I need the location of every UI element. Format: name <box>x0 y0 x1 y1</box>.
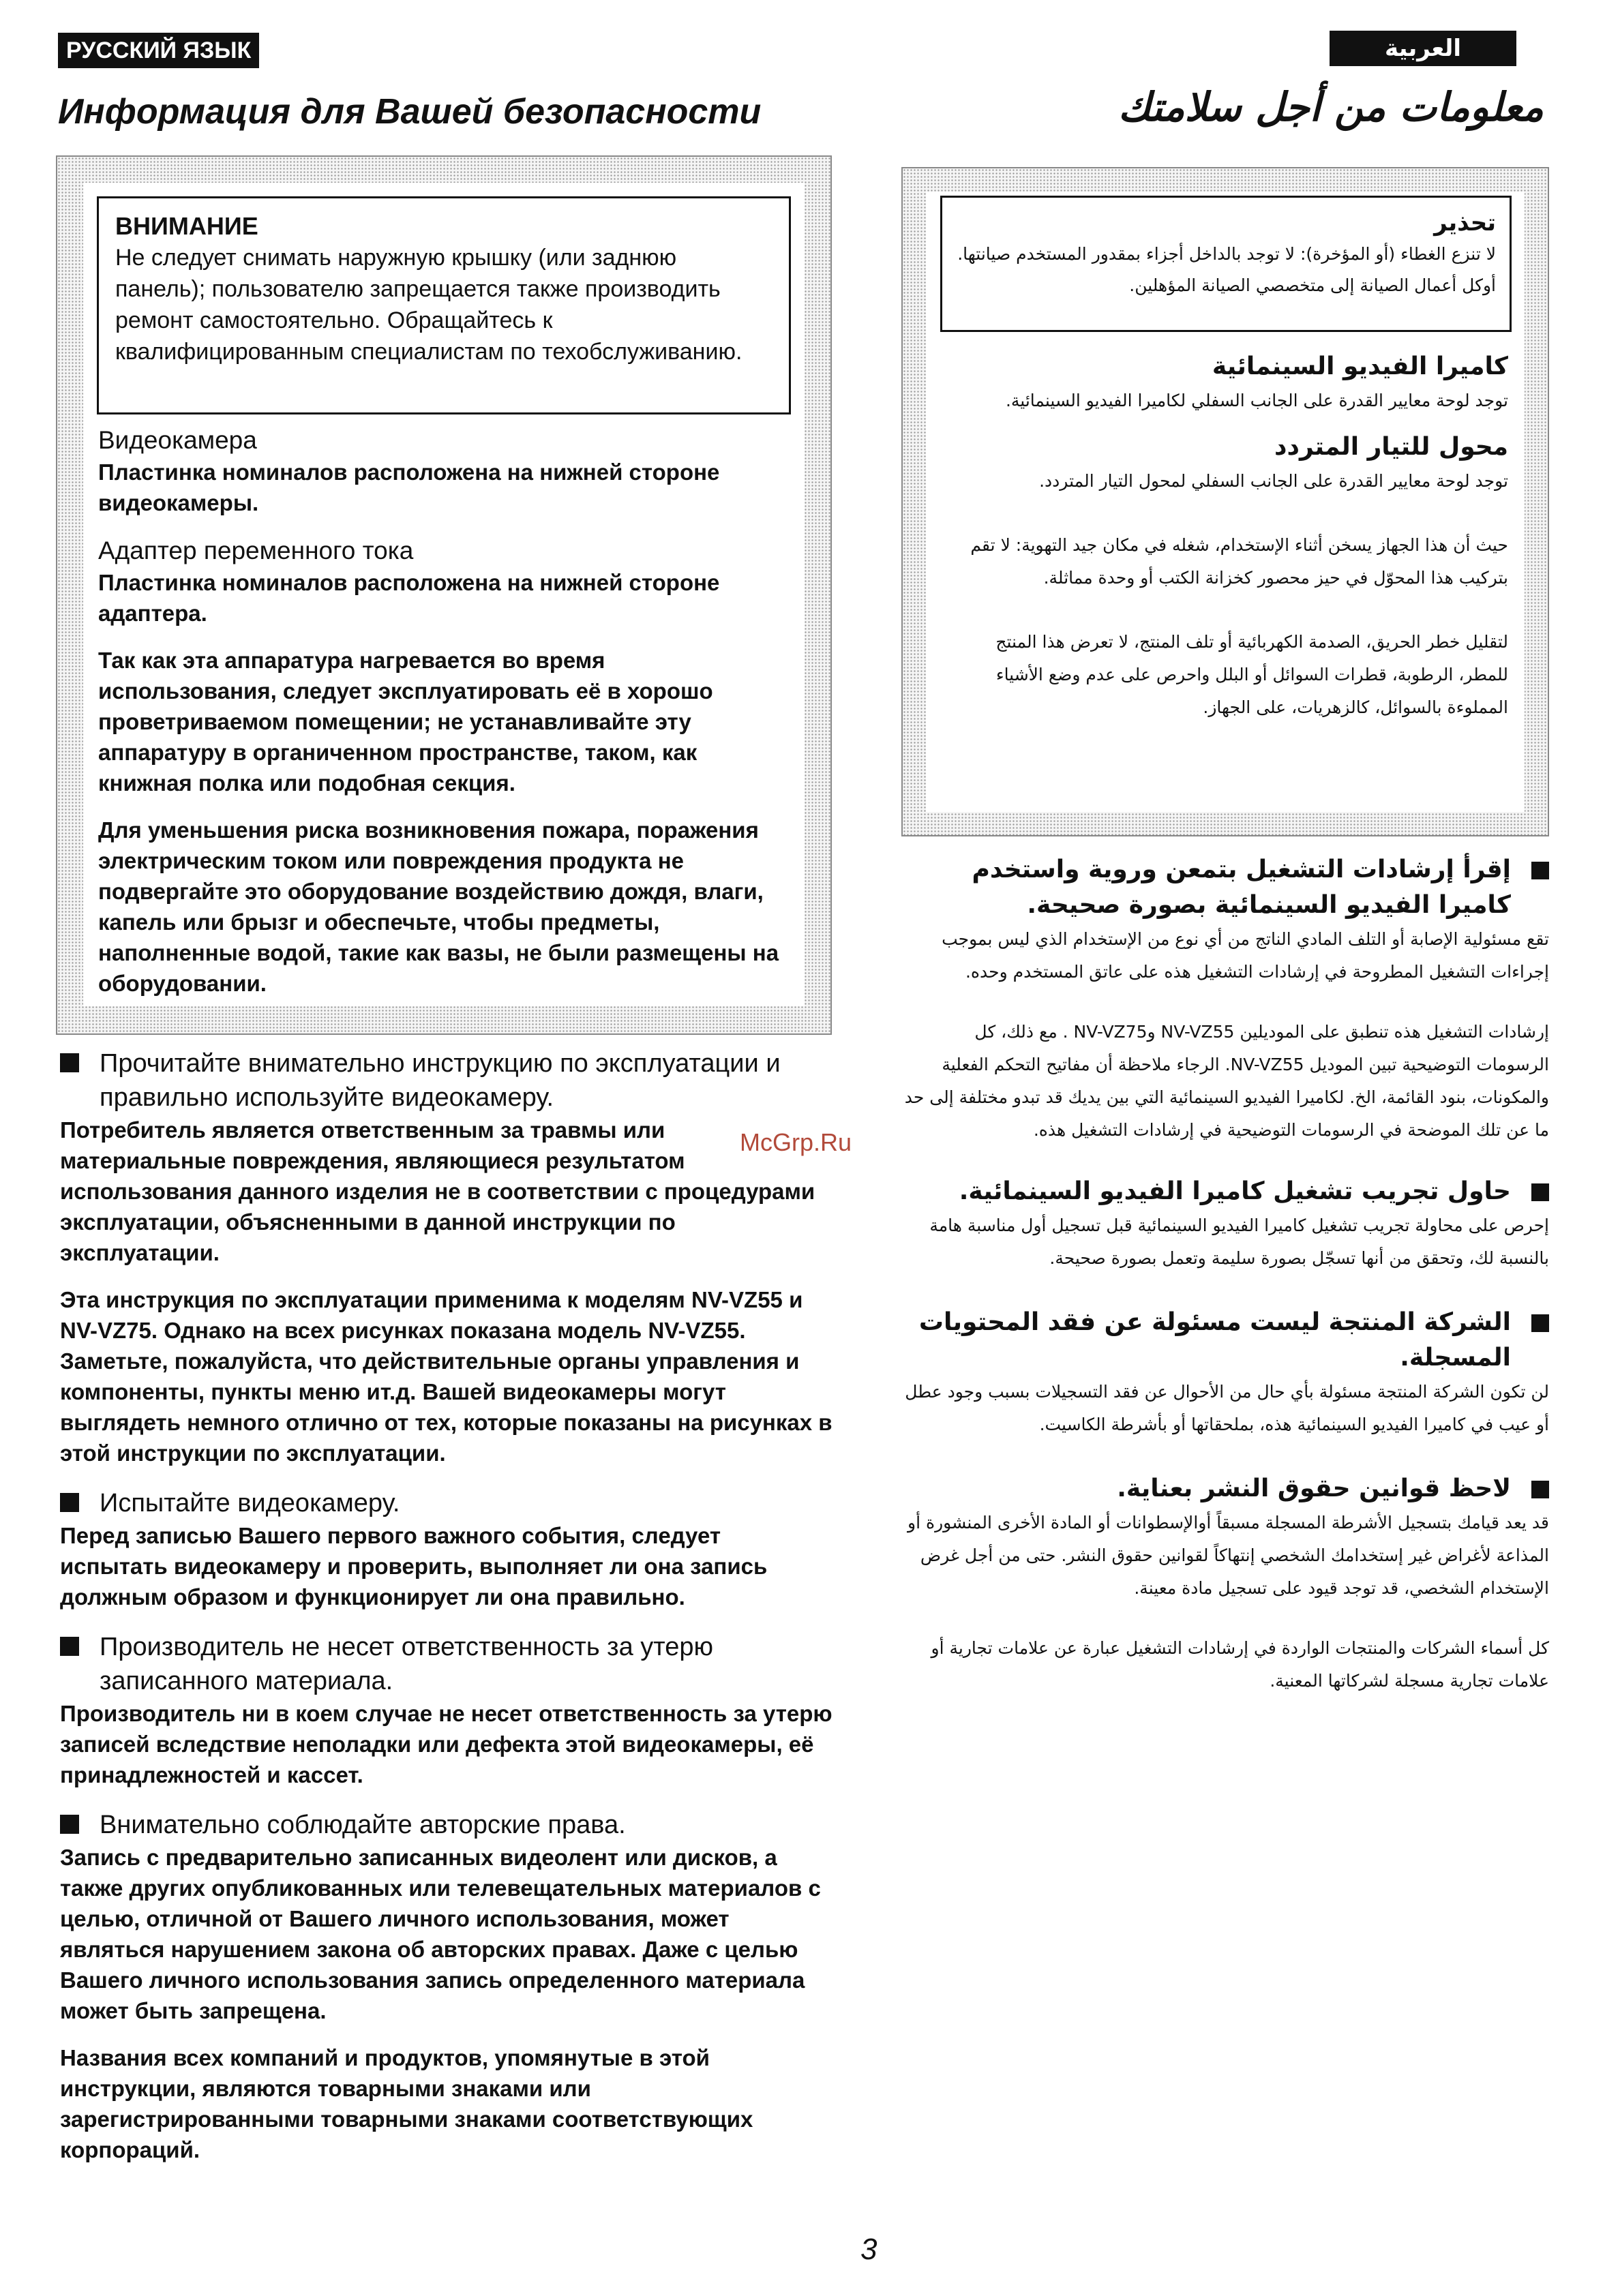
watermark: McGrp.Ru <box>740 1128 852 1156</box>
warning-text-arabic: لا تنزع الغطاء (أو المؤخرة): لا توجد بالداخل أجزاء بمقدور المستخدم صيانتها. أوكل أعمال الصيانة إلى متخصصي الصيانة المؤهلين. <box>957 244 1496 295</box>
section-liability-arabic <box>901 1305 1549 1441</box>
bullet-square-icon <box>60 1815 79 1834</box>
bullet-square-icon <box>1531 1183 1549 1201</box>
section-heading: Внимательно соблюдайте авторские права. <box>100 1811 626 1839</box>
language-label-arabic: العربية <box>1330 31 1516 66</box>
section-text: Запись с предварительно записанных видеолент или дисков, а также других опубликованных или телевещательных материалов с целью, отличной от Вашего личного использования, может являться нарушением закона об авторских правах. Даже с целью Вашего личного использования запись определенного материала может быть запрещена. <box>60 1845 821 2023</box>
section-test-camera-arabic <box>901 1174 1549 1275</box>
page-title-russian: Информация для Вашей безопасности <box>58 92 762 132</box>
warning-title-arabic: تحذير <box>1434 209 1496 237</box>
bullet-square-icon <box>60 1053 79 1072</box>
section-text: Потребитель является ответственным за травмы или материальные повреждения, являющиеся результатом использования данного изделия не в соответствии с процедурами эксплуатации, объясненными в данной инструкции по эксплуатации. <box>60 1117 815 1265</box>
safety-box-russian <box>56 155 832 1035</box>
camera-text-arabic: توجد لوحة معايير القدرة على الجانب السفلي لكاميرا الفيديو السينمائية. <box>1005 391 1508 410</box>
page-title-arabic: معلومات من أجل سلامتك <box>1118 84 1544 130</box>
adapter-heading-arabic: محول للتيار المتردد <box>1274 433 1508 461</box>
camera-heading-arabic: كاميرا الفيديو السينمائية <box>1212 352 1508 380</box>
section-text-arabic: إحرص على محاولة تجريب تشغيل كاميرا الفيديو السينمائية قبل تسجيل أول مناسبة هامة بالنسبة لك، وتحقق من أنها تسجّل بصورة سليمة وتعمل بصورة صحيحة. <box>929 1215 1549 1268</box>
sections-russian <box>60 1046 834 2165</box>
fire-warning-text: Для уменьшения риска возникновения пожара, поражения электрическим током или повреждения продукта не подвергайте это оборудование воздействию дождя, влаги, капель или брызг и обеспечьте, чтобы предметы, наполненные водой, такие как вазы, не были размещены на оборудовании. <box>98 817 779 996</box>
bullet-square-icon <box>1531 1314 1549 1332</box>
section-manufacturer-liability <box>60 1630 834 1790</box>
adapter-heading: Адаптер переменного тока <box>98 537 414 564</box>
section-heading: Испытайте видеокамеру. <box>100 1489 400 1517</box>
section-heading: Прочитайте внимательно инструкцию по эксплуатации и правильно используйте видеокамеру. <box>100 1049 781 1112</box>
camera-heading: Видеокамера <box>98 426 257 454</box>
section-copyright <box>60 1808 834 2165</box>
page-number: 3 <box>860 2233 877 2266</box>
warning-box <box>97 196 791 414</box>
bullet-square-icon <box>1531 862 1549 879</box>
sections-arabic <box>901 852 1549 1697</box>
section-heading-arabic: حاول تجريب تشغيل كاميرا الفيديو السينمائية. <box>959 1177 1511 1205</box>
section-heading-arabic: الشركة المنتجة ليست مسئولة عن فقد المحتويات المسجلة. <box>918 1308 1511 1372</box>
section-heading-arabic: لاحظ قوانين حقوق النشر بعناية. <box>1117 1475 1511 1502</box>
section-text: Производитель ни в коем случае не несет ответственность за утерю записей вследствие неполадки или дефекта этой видеокамеры, её принадлежностей и кассет. <box>60 1701 832 1787</box>
heat-warning-text: Так как эта аппаратура нагревается во время использования, следует эксплуатировать её в хорошо проветриваемом помещении; не устанавливайте эту аппаратуру в органиченном пространстве, таком, как книжная полка или подобная секция. <box>98 648 713 796</box>
section-heading: Производитель не несет ответственность за утерю записанного материала. <box>100 1633 714 1695</box>
warning-text: Не следует снимать наружную крышку (или заднюю панель); пользователю запрещается также производить ремонт самостоятельно. Обращайтесь к квалифицированным специалистам по техобслуживанию. <box>115 245 742 365</box>
section-text-arabic: إرشادات التشغيل هذه تنطبق على الموديلين NV-VZ55 وNV-VZ75 . مع ذلك، كل الرسومات التوضيحية تبين الموديل NV-VZ55. الرجاء ملاحظة أن مفاتيح التحكم الفعلية والمكونات، بنود القائمة، الخ. لكاميرا الفيديو السينمائية التي بين يديك قد تبدو مختلفة إلى حد ما عن تلك الموضحة في الرسومات التوضيحية في إرشادات التشغيل هذه. <box>904 1022 1549 1140</box>
camera-text: Пластинка номиналов расположена на нижней стороне видеокамеры. <box>98 459 720 515</box>
section-text: Названия всех компаний и продуктов, упомянутые в этой инструкции, являются товарными знаками или зарегистрированными товарными знаками соответствующих корпораций. <box>60 2045 753 2162</box>
section-text: Эта инструкция по эксплуатации применима к моделям NV-VZ55 и NV-VZ75. Однако на всех рисунках показана модель NV-VZ55. Заметьте, пожалуйста, что действительные органы управления и компоненты, пункты меню ит.д. Вашей видеокамеры могут выглядеть немного отлично от тех, которые показаны на рисунках в этой инструкции по эксплуатации. <box>60 1287 832 1466</box>
language-label-russian: РУССКИЙ ЯЗЫК <box>58 33 259 68</box>
adapter-text: Пластинка номиналов расположена на нижней стороне адаптера. <box>98 570 720 626</box>
section-heading-arabic: إقرأ إرشادات التشغيل بتمعن وروية واستخدم كاميرا الفيديو السينمائية بصورة صحيحة. <box>972 856 1511 919</box>
section-read-instructions <box>60 1046 834 1468</box>
section-text: Перед записью Вашего первого важного события, следует испытать видеокамеру и проверить, выполняет ли она запись должным образом и функционирует ли она правильно. <box>60 1523 768 1610</box>
warning-title: ВНИМАНИЕ <box>115 212 258 240</box>
heat-warning-text-arabic: حيث أن هذا الجهاز يسخن أثناء الإستخدام، شغله في مكان جيد التهوية: لا تقم بتركيب هذا المحوّل في حيز محصور كخزانة الكتب أو وحدة مماثلة. <box>970 535 1508 588</box>
fire-warning-text-arabic: لتقليل خطر الحريق، الصدمة الكهربائية أو تلف المنتج، لا تعرض هذا المنتج للمطر، الرطوبة، قطرات السوائل أو البلل واحرص على عدم وضع الأشياء المملوءة بالسوائل، كالزهريات، على الجهاز. <box>995 632 1508 717</box>
bullet-square-icon <box>60 1493 79 1512</box>
section-copyright-arabic <box>901 1471 1549 1697</box>
section-text-arabic: قد يعد قيامك بتسجيل الأشرطة المسجلة مسبقاً أوالإسطوانات أو المادة الأخرى المنشورة أو المذاعة لأغراض غير إستخدامك الشخصي إنتهاكاً لقوانين حقوق النشر. حتى من أجل غرض الإستخدام الشخصي، قد توجد قيود على تسجيل مادة معينة. <box>907 1513 1549 1598</box>
section-text-arabic: لن تكون الشركة المنتجة مسئولة بأي حال من الأحوال عن فقد التسجيلات بسبب وجود عطل أو عيب في كاميرا الفيديو السينمائية هذه، بملحقاتها أو بأشرطة الكاسيت. <box>905 1382 1549 1434</box>
section-text-arabic: تقع مسئولية الإصابة أو التلف المادي الناتج من أي نوع من الإستخدام الذي ليس بموجب إجراءات التشغيل المطروحة في إرشادات التشغيل هذه على عاتق المستخدم وحده. <box>942 929 1549 982</box>
bullet-square-icon <box>60 1637 79 1656</box>
warning-box-arabic <box>940 196 1512 332</box>
safety-box-arabic <box>901 167 1549 836</box>
adapter-text-arabic: توجد لوحة معايير القدرة على الجانب السفلي لمحول التيار المتردد. <box>1039 471 1508 491</box>
bullet-square-icon <box>1531 1481 1549 1498</box>
section-text-arabic: كل أسماء الشركات والمنتجات الواردة في إرشادات التشغيل عبارة عن علامات تجارية أو علامات تجارية مسجلة لشركاتها المعنية. <box>931 1638 1549 1691</box>
section-read-instructions-arabic <box>901 852 1549 1147</box>
section-test-camera <box>60 1486 834 1612</box>
